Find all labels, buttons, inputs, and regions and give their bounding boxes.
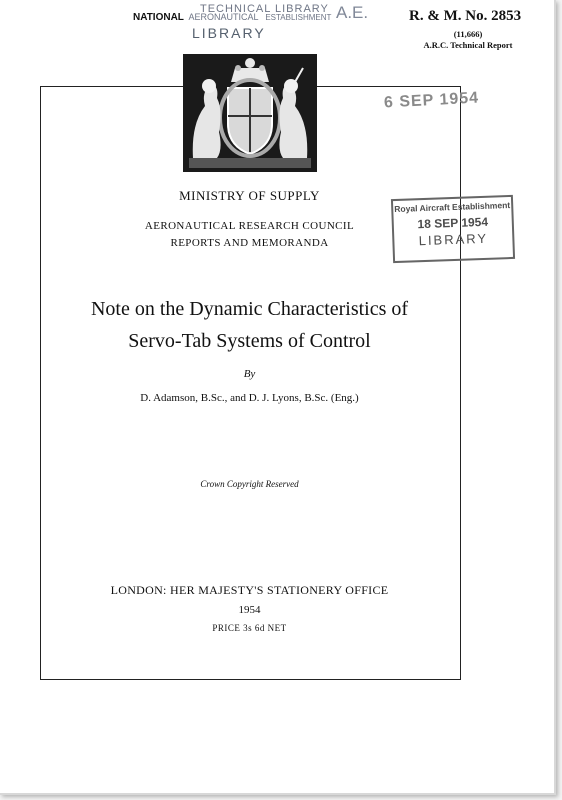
library-stamp-letters: A.E. (336, 3, 369, 22)
ministry-heading: MINISTRY OF SUPPLY (179, 188, 320, 203)
by-label: By (243, 368, 256, 380)
copyright-note: Crown Copyright Reserved (200, 479, 299, 489)
establishment-right: ESTABLISHMENT (265, 13, 332, 22)
publisher-line: LONDON: HER MAJESTY'S STATIONERY OFFICE (110, 583, 389, 597)
establishment-left: NATIONAL (133, 12, 184, 23)
report-sub: (11,666) (453, 29, 483, 39)
library-stamp-top: TECHNICAL LIBRARY (200, 3, 329, 15)
establishment-mid: AERONAUTICAL (188, 12, 259, 22)
raf-stamp-line2: 18 SEP 1954 (417, 214, 489, 232)
document-title-line-1: Note on the Dynamic Characteristics of (90, 298, 409, 320)
raf-stamp-line3: LIBRARY (418, 230, 489, 249)
document-title-line-2: Servo-Tab Systems of Control (128, 330, 371, 352)
publication-year: 1954 (238, 604, 261, 616)
council-line-2: REPORTS AND MEMORANDA (170, 237, 329, 249)
date-stamp: 6 SEP 1954 (383, 89, 480, 112)
council-line-1: AERONAUTICAL RESEARCH COUNCIL (144, 220, 355, 232)
authors-line: D. Adamson, B.Sc., and D. J. Lyons, B.Sc. (Eng.) (140, 392, 359, 404)
library-stamp-bottom: LIBRARY (192, 25, 266, 41)
report-number: R. & M. No. 2853 (409, 8, 522, 24)
raf-stamp-line1: Royal Aircraft Establishment (394, 199, 511, 215)
report-type: A.R.C. Technical Report (423, 40, 513, 50)
price-line: PRICE 3s 6d NET (212, 623, 287, 633)
coat-of-arms-emblem (183, 54, 317, 172)
